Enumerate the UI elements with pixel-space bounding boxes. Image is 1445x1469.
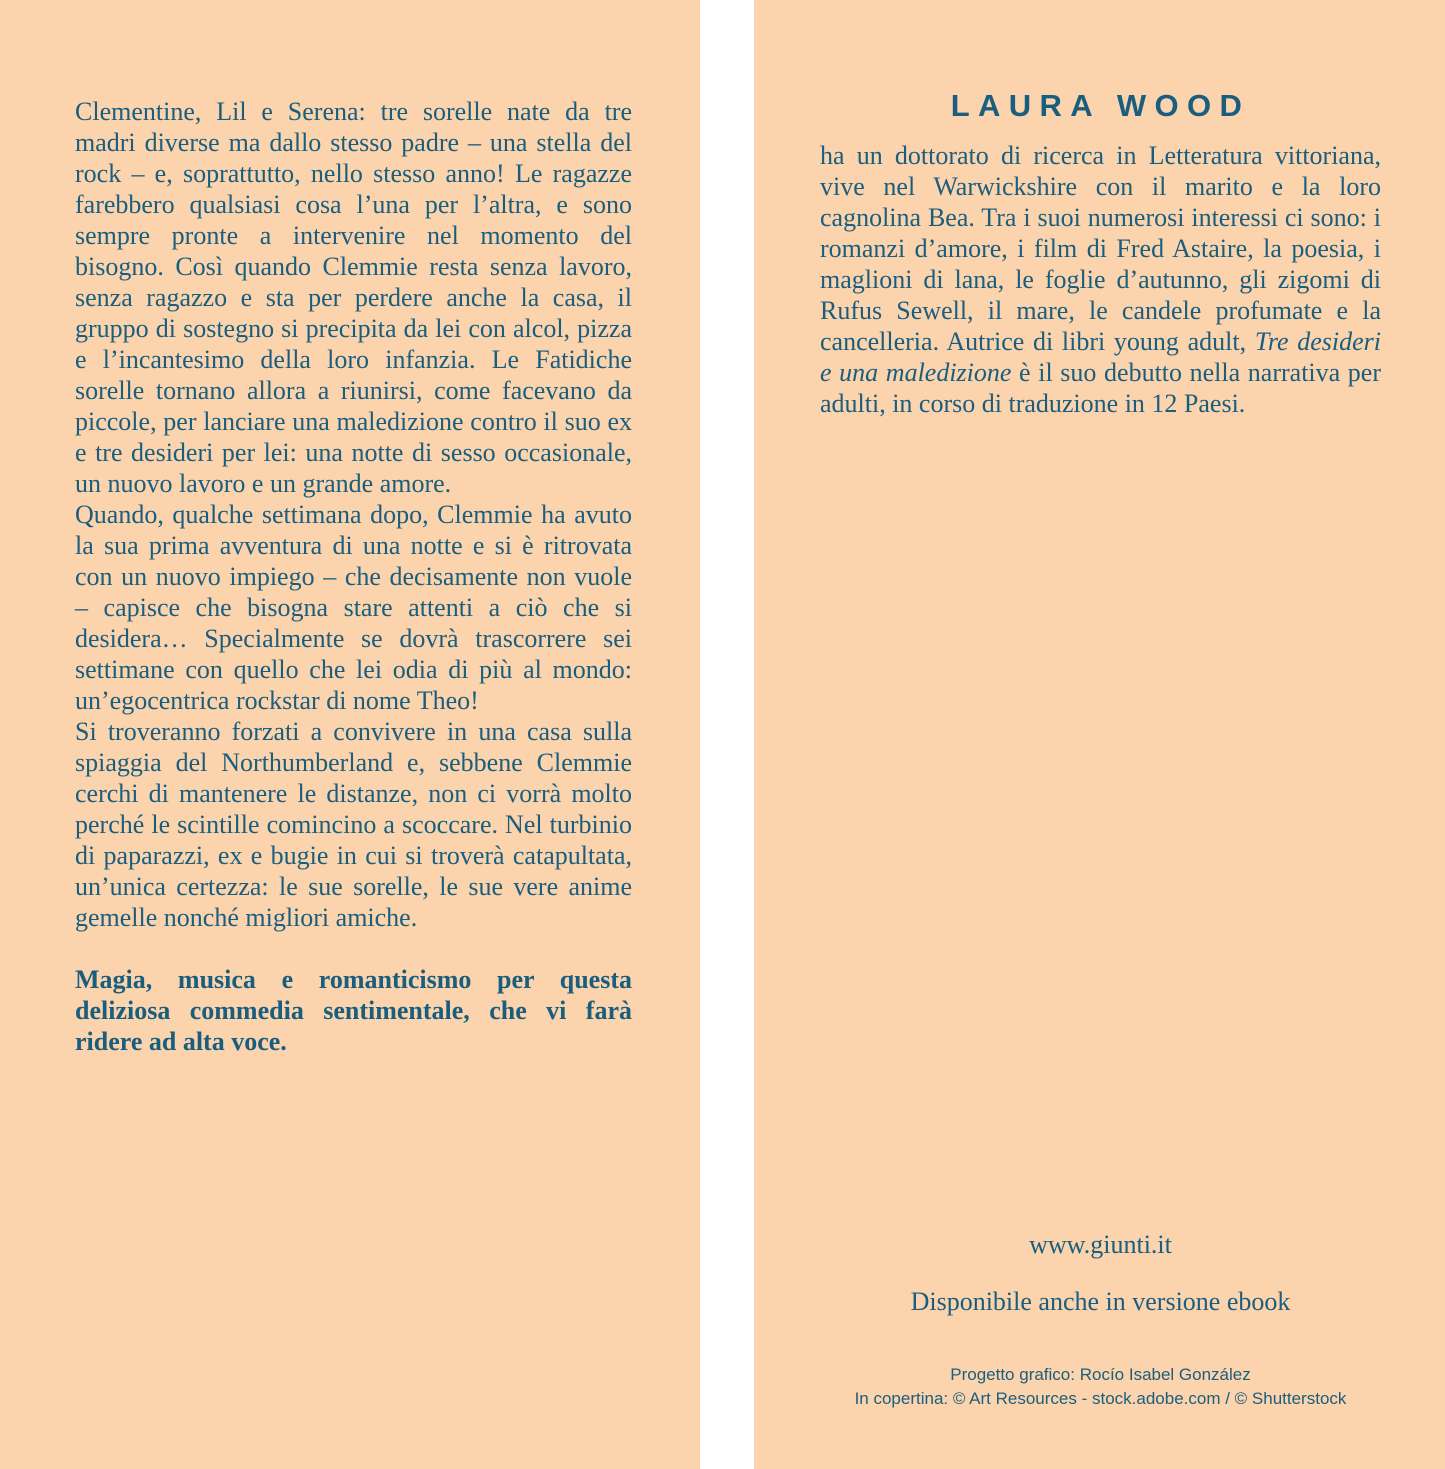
vertical-spacer	[820, 419, 1381, 1229]
publisher-footer	[820, 1229, 1381, 1411]
spine-gutter	[700, 0, 754, 1469]
blurb-paragraph-2: Quando, qualche settimana dopo, Clemmie ha avuto la sua prima avventura di una notte e si è ritrovata con un nuovo impiego – che decisamente non vuole – capisce che bisogna stare attenti a ciò che si desidera… Specialmente se dovrà trascorrere sei settimane con quello che lei odia di più al mondo: un’egocentrica rockstar di nome Theo!	[75, 500, 632, 715]
blurb-paragraph-1: Clementine, Lil e Serena: tre sorelle nate da tre madri diverse ma dallo stesso padre – una stella del rock – e, soprattutto, nello stesso anno! Le ragazze farebbero qualsiasi cosa l’una per l’altra, e sono sempre pronte a intervenire nel momento del bisogno. Così quando Clemmie resta senza lavoro, senza ragazzo e sta per perdere anche la casa, il gruppo di sostegno si precipita da lei con alcol, pizza e l’incantesimo della loro infanzia. Le Fatidiche sorelle tornano allora a riunirsi, come facevano da piccole, per lanciare una maledizione contro il suo ex e tre desideri per lei: una notte di sesso occasionale, un nuovo lavoro e un grande amore.	[75, 97, 632, 498]
right-flap-panel	[754, 0, 1445, 1469]
publisher-website: www.giunti.it	[1029, 1230, 1172, 1259]
blurb-tagline: Magia, musica e romanticismo per questa deliziosa commedia sentimentale, che vi farà ridere ad alta voce.	[75, 965, 632, 1056]
book-title-italic: Tre desideri e una maledizione	[820, 327, 1382, 387]
bio-text-after: è il suo debutto nella narrativa per adulti, in corso di traduzione in 12 Paesi.	[820, 358, 1382, 418]
left-flap-panel	[0, 0, 700, 1469]
author-bio	[820, 140, 1381, 419]
graphic-design-credit: Progetto grafico: Rocío Isabel González	[950, 1365, 1251, 1384]
bio-text-before: ha un dottorato di ricerca in Letteratura vittoriana, vive nel Warwickshire con il marito e la loro cagnolina Bea. Tra i suoi numerosi interessi ci sono: i romanzi d’amore, i film di Fred Astaire, la poesia, i maglioni di lana, le foglie d’autunno, gli zigomi di Rufus Sewell, il mare, le candele profumate e la cancelleria. Autrice di libri young adult,	[820, 141, 1381, 356]
author-name-heading: LAURA WOOD	[950, 88, 1251, 123]
ebook-availability-note: Disponibile anche in versione ebook	[910, 1287, 1291, 1316]
cover-image-credit: In copertina: © Art Resources - stock.adobe.com / © Shutterstock	[854, 1389, 1347, 1408]
blurb-paragraph-3: Si troveranno forzati a convivere in una casa sulla spiaggia del Northumberland e, sebbene Clemmie cerchi di mantenere le distanze, non ci vorrà molto perché le scintille comincino a scoccare. Nel turbinio di paparazzi, ex e bugie in cui si troverà catapultata, un’unica certezza: le sue sorelle, le sue vere anime gemelle nonché migliori amiche.	[75, 717, 632, 932]
